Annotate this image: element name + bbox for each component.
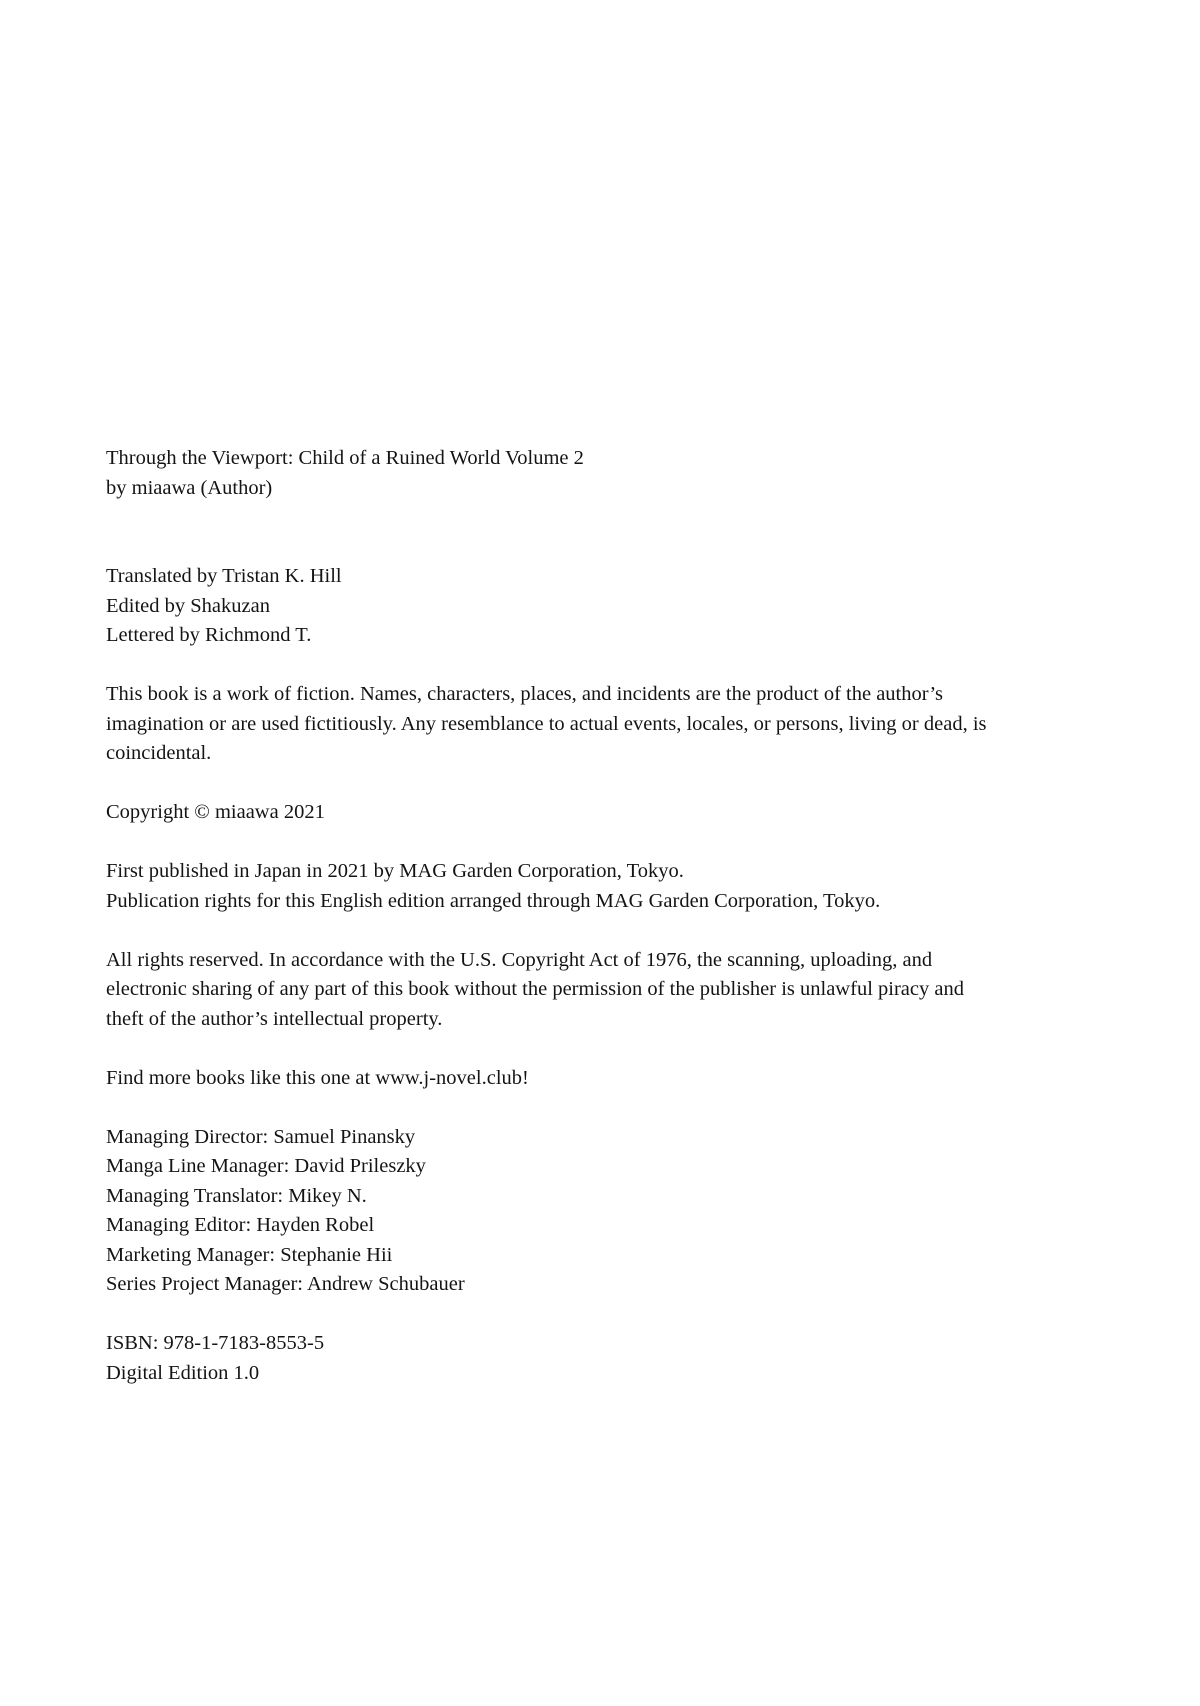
editor-credit: Edited by Shakuzan (106, 594, 270, 617)
edition: Digital Edition 1.0 (106, 1361, 260, 1384)
credits-block (106, 562, 992, 651)
staff-series-project-manager: Series Project Manager: Andrew Schubauer (106, 1273, 465, 1295)
letterer-credit: Lettered by Richmond T. (106, 624, 312, 646)
staff-block (106, 1123, 992, 1300)
staff-manga-line-manager: Manga Line Manager: David Prileszky (106, 1155, 426, 1177)
copyright-notice: Copyright © miaawa 2021 (106, 801, 325, 823)
publication-block (106, 857, 992, 916)
staff-marketing-manager: Marketing Manager: Stephanie Hii (106, 1243, 393, 1266)
book-author: by miaawa (Author) (106, 476, 273, 499)
staff-managing-director: Managing Director: Samuel Pinansky (106, 1125, 416, 1148)
rights-notice: All rights reserved. In accordance with the U.S. Copyright Act of 1976, the scanning, uploading, and electronic sharing of any part of this book without the permission of the publisher is unlawful piracy and theft of the author’s intellectual property. (106, 948, 964, 1030)
book-title: Through the Viewport: Child of a Ruined World Volume 2 (106, 447, 584, 469)
publication-line-1: First published in Japan in 2021 by MAG Garden Corporation, Tokyo. (106, 860, 684, 882)
staff-managing-translator: Managing Translator: Mikey N. (106, 1184, 367, 1207)
isbn: ISBN: 978-1-7183-8553-5 (106, 1332, 325, 1354)
translator-credit: Translated by Tristan K. Hill (106, 565, 342, 587)
fiction-disclaimer-text: This book is a work of fiction. Names, characters, places, and incidents are the product of the author’s imagination or are used fictitiously. Any resemblance to actual events, locales, or persons, living or dead, is coincidental. (106, 683, 987, 764)
promo-block (106, 1064, 992, 1094)
promo-line: Find more books like this one at www.j-novel.club! (106, 1066, 529, 1089)
publication-line-2: Publication rights for this English edition arranged through MAG Garden Corporation, Tokyo. (106, 889, 881, 912)
copyright-block (106, 798, 992, 828)
fiction-disclaimer (106, 680, 992, 769)
title-block (106, 444, 992, 503)
rights-block (106, 946, 992, 1035)
isbn-block (106, 1329, 992, 1388)
staff-managing-editor: Managing Editor: Hayden Robel (106, 1214, 375, 1236)
